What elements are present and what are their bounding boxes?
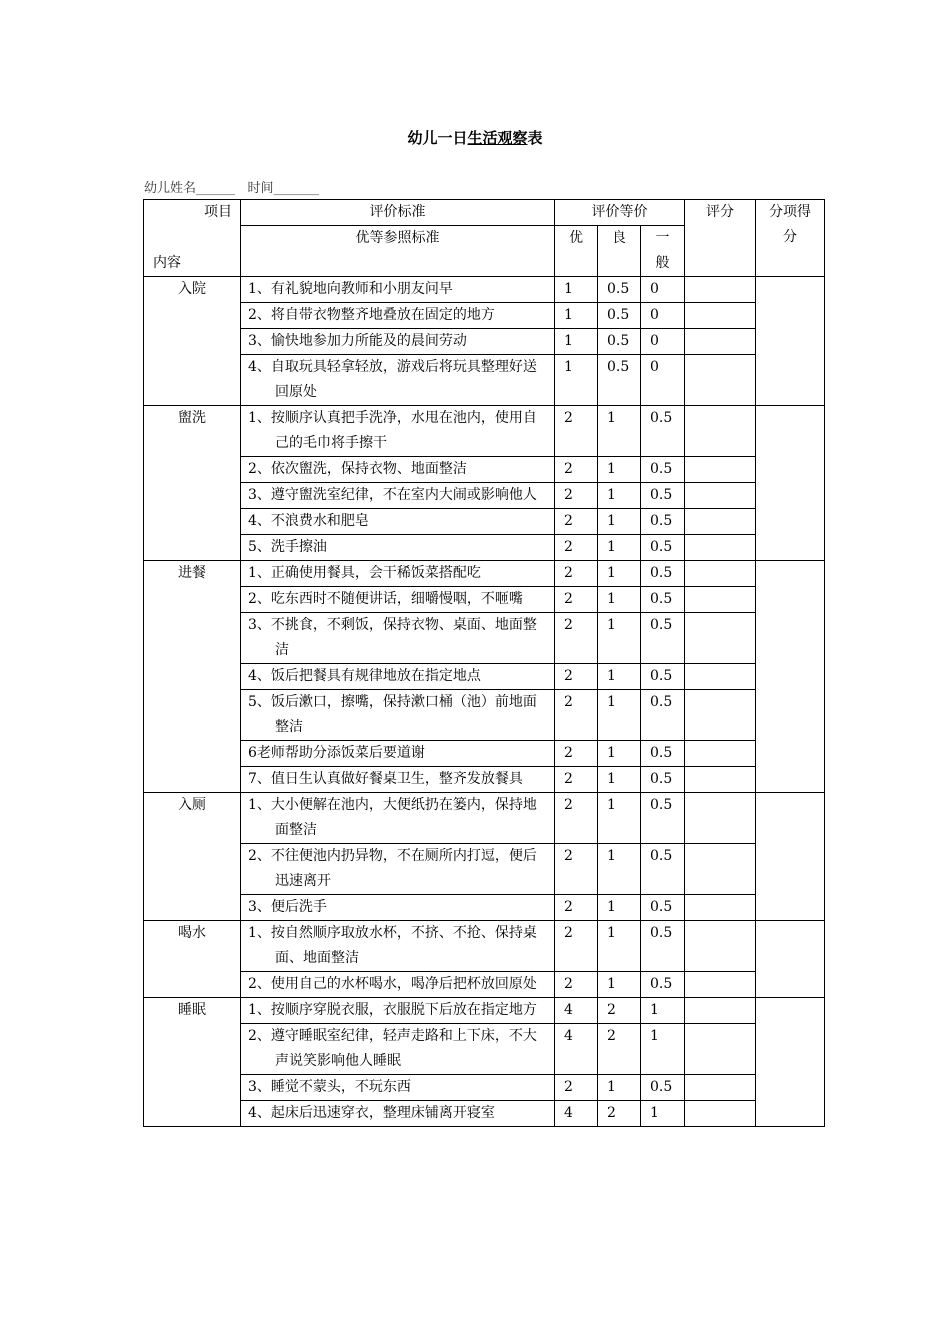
criteria-cell xyxy=(241,895,555,921)
table-row xyxy=(144,767,825,793)
table-row xyxy=(144,535,825,561)
good-value: 1 xyxy=(598,844,641,895)
name-field-label[interactable]: 幼儿姓名______ xyxy=(144,181,236,196)
criteria-cell xyxy=(241,690,555,741)
criteria-cell xyxy=(241,303,555,329)
header-sub-score: 分项得分 xyxy=(756,200,825,277)
general-value: 1 xyxy=(641,1101,685,1127)
general-value: 0.5 xyxy=(641,483,685,509)
general-value: 0 xyxy=(641,277,685,303)
criteria-text: 5、洗手擦油 xyxy=(248,539,327,555)
table-row xyxy=(144,303,825,329)
criteria-cell xyxy=(241,587,555,613)
header-grade: 评价等价 xyxy=(555,200,685,226)
criteria-text: 4、不浪费水和肥皂 xyxy=(248,513,369,529)
general-value: 0.5 xyxy=(641,767,685,793)
criteria-cell xyxy=(241,1024,555,1075)
excellent-value: 1 xyxy=(555,303,598,329)
score-input-cell[interactable] xyxy=(685,972,756,998)
criteria-text: 1、按顺序穿脱衣服，衣服脱下后放在指定地方 xyxy=(248,1002,537,1018)
score-input-cell[interactable] xyxy=(685,793,756,844)
table-row xyxy=(144,1024,825,1075)
good-value: 1 xyxy=(598,613,641,664)
good-value: 1 xyxy=(598,509,641,535)
criteria-text: 3、愉快地参加力所能及的晨间劳动 xyxy=(248,333,467,349)
excellent-value: 2 xyxy=(555,895,598,921)
good-value: 0.5 xyxy=(598,355,641,406)
general-value: 0 xyxy=(641,329,685,355)
table-row xyxy=(144,277,825,303)
good-value: 1 xyxy=(598,972,641,998)
criteria-cell xyxy=(241,844,555,895)
criteria-cell xyxy=(241,277,555,303)
criteria-text: 2、将自带衣物整齐地叠放在固定的地方 xyxy=(248,307,495,323)
header-criteria: 评价标准 xyxy=(241,200,555,226)
table-row xyxy=(144,972,825,998)
good-value: 2 xyxy=(598,1101,641,1127)
good-value: 1 xyxy=(598,921,641,972)
general-value: 0.5 xyxy=(641,406,685,457)
criteria-text: 2、依次盥洗，保持衣物、地面整洁 xyxy=(248,461,467,477)
item-category: 喝水 xyxy=(144,921,241,998)
table-row xyxy=(144,406,825,457)
good-value: 1 xyxy=(598,664,641,690)
criteria-cell xyxy=(241,457,555,483)
criteria-cell xyxy=(241,921,555,972)
good-value: 0.5 xyxy=(598,329,641,355)
excellent-value: 2 xyxy=(555,406,598,457)
score-input-cell[interactable] xyxy=(685,664,756,690)
table-row xyxy=(144,561,825,587)
criteria-text: 1、正确使用餐具，会干稀饭菜搭配吃 xyxy=(248,565,481,581)
excellent-value: 2 xyxy=(555,664,598,690)
general-value: 0.5 xyxy=(641,972,685,998)
excellent-value: 2 xyxy=(555,1075,598,1101)
criteria-cell xyxy=(241,793,555,844)
score-input-cell[interactable] xyxy=(685,1024,756,1075)
criteria-cell xyxy=(241,561,555,587)
good-value: 1 xyxy=(598,767,641,793)
header-excellent: 优 xyxy=(555,226,598,277)
criteria-cell xyxy=(241,406,555,457)
criteria-text: 2、遵守睡眠室纪律，轻声走路和上下床，不大声说笑影响他人睡眠 xyxy=(248,1028,537,1069)
criteria-cell xyxy=(241,509,555,535)
excellent-value: 2 xyxy=(555,690,598,741)
criteria-text: 1、按自然顺序取放水杯，不挤、不抢、保持桌面、地面整洁 xyxy=(248,925,537,966)
excellent-value: 2 xyxy=(555,844,598,895)
score-input-cell[interactable] xyxy=(685,895,756,921)
score-input-cell[interactable] xyxy=(685,355,756,406)
criteria-cell xyxy=(241,767,555,793)
score-input-cell[interactable] xyxy=(685,767,756,793)
table-row xyxy=(144,844,825,895)
score-input-cell[interactable] xyxy=(685,587,756,613)
score-input-cell[interactable] xyxy=(685,303,756,329)
excellent-value: 2 xyxy=(555,483,598,509)
good-value: 1 xyxy=(598,535,641,561)
general-value: 0 xyxy=(641,355,685,406)
criteria-cell xyxy=(241,535,555,561)
header-score: 评分 xyxy=(685,200,756,277)
score-input-cell[interactable] xyxy=(685,921,756,972)
general-value: 0.5 xyxy=(641,457,685,483)
table-row xyxy=(144,509,825,535)
good-value: 1 xyxy=(598,483,641,509)
table-row xyxy=(144,613,825,664)
criteria-cell xyxy=(241,998,555,1024)
excellent-value: 4 xyxy=(555,1101,598,1127)
good-value: 1 xyxy=(598,793,641,844)
header-reference: 优等参照标准 xyxy=(241,226,555,277)
excellent-value: 2 xyxy=(555,457,598,483)
criteria-text: 3、不挑食，不剩饭，保持衣物、桌面、地面整洁 xyxy=(248,617,537,658)
good-value: 0.5 xyxy=(598,277,641,303)
title-part: 幼儿一日 xyxy=(407,129,468,147)
excellent-value: 2 xyxy=(555,613,598,664)
general-value: 1 xyxy=(641,1024,685,1075)
header-item-content xyxy=(144,200,241,277)
excellent-value: 1 xyxy=(555,329,598,355)
excellent-value: 2 xyxy=(555,561,598,587)
table-row xyxy=(144,921,825,972)
item-category: 进餐 xyxy=(144,561,241,793)
criteria-text: 7、值日生认真做好餐桌卫生，整齐发放餐具 xyxy=(248,771,523,787)
general-value: 0.5 xyxy=(641,535,685,561)
observation-table xyxy=(143,199,825,1127)
score-input-cell[interactable] xyxy=(685,561,756,587)
general-value: 0.5 xyxy=(641,793,685,844)
general-value: 0.5 xyxy=(641,664,685,690)
table-row xyxy=(144,355,825,406)
excellent-value: 2 xyxy=(555,741,598,767)
general-value: 0.5 xyxy=(641,1075,685,1101)
good-value: 2 xyxy=(598,998,641,1024)
criteria-text: 2、不往便池内扔异物，不在厕所内打逗，便后迅速离开 xyxy=(248,848,537,889)
criteria-text: 3、便后洗手 xyxy=(248,899,327,915)
general-value: 0 xyxy=(641,303,685,329)
table-row xyxy=(144,483,825,509)
score-input-cell[interactable] xyxy=(685,1101,756,1127)
table-row xyxy=(144,664,825,690)
score-input-cell[interactable] xyxy=(685,329,756,355)
sub-score-cell[interactable] xyxy=(756,998,825,1127)
good-value: 0.5 xyxy=(598,303,641,329)
criteria-text: 1、有礼貌地向教师和小朋友问早 xyxy=(248,281,453,297)
sub-score-cell[interactable] xyxy=(756,277,825,406)
table-row xyxy=(144,793,825,844)
sub-score-cell[interactable] xyxy=(756,793,825,921)
excellent-value: 4 xyxy=(555,1024,598,1075)
title-part-underlined: 生活观察 xyxy=(467,129,528,147)
criteria-text: 2、使用自己的水杯喝水，喝净后把杯放回原处 xyxy=(248,976,537,992)
criteria-cell xyxy=(241,664,555,690)
score-input-cell[interactable] xyxy=(685,613,756,664)
good-value: 1 xyxy=(598,895,641,921)
criteria-cell xyxy=(241,613,555,664)
criteria-text: 5、饭后漱口，擦嘴，保持漱口桶（池）前地面整洁 xyxy=(248,694,537,735)
criteria-cell xyxy=(241,741,555,767)
excellent-value: 2 xyxy=(555,767,598,793)
criteria-text: 2、吃东西时不随便讲话，细嚼慢咽，不咂嘴 xyxy=(248,591,523,607)
item-category: 入厕 xyxy=(144,793,241,921)
table-row xyxy=(144,998,825,1024)
excellent-value: 2 xyxy=(555,921,598,972)
criteria-text: 3、遵守盥洗室纪律，不在室内大闹或影响他人 xyxy=(248,487,537,503)
good-value: 1 xyxy=(598,587,641,613)
general-value: 0.5 xyxy=(641,587,685,613)
criteria-text: 1、大小便解在池内，大便纸扔在篓内，保持地面整洁 xyxy=(248,797,537,838)
score-input-cell[interactable] xyxy=(685,277,756,303)
general-value: 0.5 xyxy=(641,509,685,535)
table-row xyxy=(144,1101,825,1127)
score-input-cell[interactable] xyxy=(685,406,756,457)
good-value: 1 xyxy=(598,457,641,483)
general-value: 0.5 xyxy=(641,895,685,921)
criteria-text: 6老师帮助分添饭菜后要道谢 xyxy=(248,745,425,761)
good-value: 1 xyxy=(598,690,641,741)
excellent-value: 4 xyxy=(555,998,598,1024)
general-value: 0.5 xyxy=(641,613,685,664)
good-value: 2 xyxy=(598,1024,641,1075)
excellent-value: 2 xyxy=(555,587,598,613)
table-row xyxy=(144,895,825,921)
criteria-text: 4、自取玩具轻拿轻放，游戏后将玩具整理好送回原处 xyxy=(248,359,537,400)
general-value: 0.5 xyxy=(641,741,685,767)
good-value: 1 xyxy=(598,741,641,767)
score-input-cell[interactable] xyxy=(685,1075,756,1101)
time-field-label[interactable]: 时间_______ xyxy=(247,181,319,196)
criteria-cell xyxy=(241,972,555,998)
score-input-cell[interactable] xyxy=(685,457,756,483)
table-row xyxy=(144,741,825,767)
criteria-text: 4、起床后迅速穿衣，整理床铺离开寝室 xyxy=(248,1105,495,1121)
general-value: 0.5 xyxy=(641,561,685,587)
good-value: 1 xyxy=(598,561,641,587)
score-input-cell[interactable] xyxy=(685,741,756,767)
score-input-cell[interactable] xyxy=(685,535,756,561)
criteria-cell xyxy=(241,1101,555,1127)
table-row xyxy=(144,690,825,741)
sub-score-cell[interactable] xyxy=(756,921,825,998)
score-input-cell[interactable] xyxy=(685,690,756,741)
score-input-cell[interactable] xyxy=(685,844,756,895)
table-row xyxy=(144,587,825,613)
title-part: 表 xyxy=(527,129,543,147)
sub-score-cell[interactable] xyxy=(756,561,825,793)
table-row xyxy=(144,1075,825,1101)
table-row xyxy=(144,329,825,355)
criteria-text: 3、睡觉不蒙头，不玩东西 xyxy=(248,1079,411,1095)
item-category: 盥洗 xyxy=(144,406,241,561)
item-category: 入院 xyxy=(144,277,241,406)
score-input-cell[interactable] xyxy=(685,483,756,509)
general-value: 0.5 xyxy=(641,921,685,972)
criteria-cell xyxy=(241,1075,555,1101)
score-input-cell[interactable] xyxy=(685,998,756,1024)
criteria-cell xyxy=(241,483,555,509)
table-row xyxy=(144,457,825,483)
general-value: 0.5 xyxy=(641,844,685,895)
header-item-label: 项目 xyxy=(204,204,232,220)
header-general: 一般 xyxy=(641,226,685,277)
item-category: 睡眠 xyxy=(144,998,241,1127)
excellent-value: 2 xyxy=(555,535,598,561)
header-good: 良 xyxy=(598,226,641,277)
excellent-value: 2 xyxy=(555,972,598,998)
general-value: 1 xyxy=(641,998,685,1024)
good-value: 1 xyxy=(598,1075,641,1101)
excellent-value: 1 xyxy=(555,355,598,406)
excellent-value: 2 xyxy=(555,509,598,535)
form-meta xyxy=(144,177,319,196)
excellent-value: 2 xyxy=(555,793,598,844)
criteria-text: 1、按顺序认真把手洗净，水甩在池内，使用自己的毛巾将手擦干 xyxy=(248,410,537,451)
good-value: 1 xyxy=(598,406,641,457)
page-title xyxy=(0,127,950,148)
criteria-cell xyxy=(241,329,555,355)
general-value: 0.5 xyxy=(641,690,685,741)
score-input-cell[interactable] xyxy=(685,509,756,535)
header-content-label: 内容 xyxy=(153,255,181,271)
sub-score-cell[interactable] xyxy=(756,406,825,561)
criteria-cell xyxy=(241,355,555,406)
criteria-text: 4、饭后把餐具有规律地放在指定地点 xyxy=(248,668,481,684)
excellent-value: 1 xyxy=(555,277,598,303)
